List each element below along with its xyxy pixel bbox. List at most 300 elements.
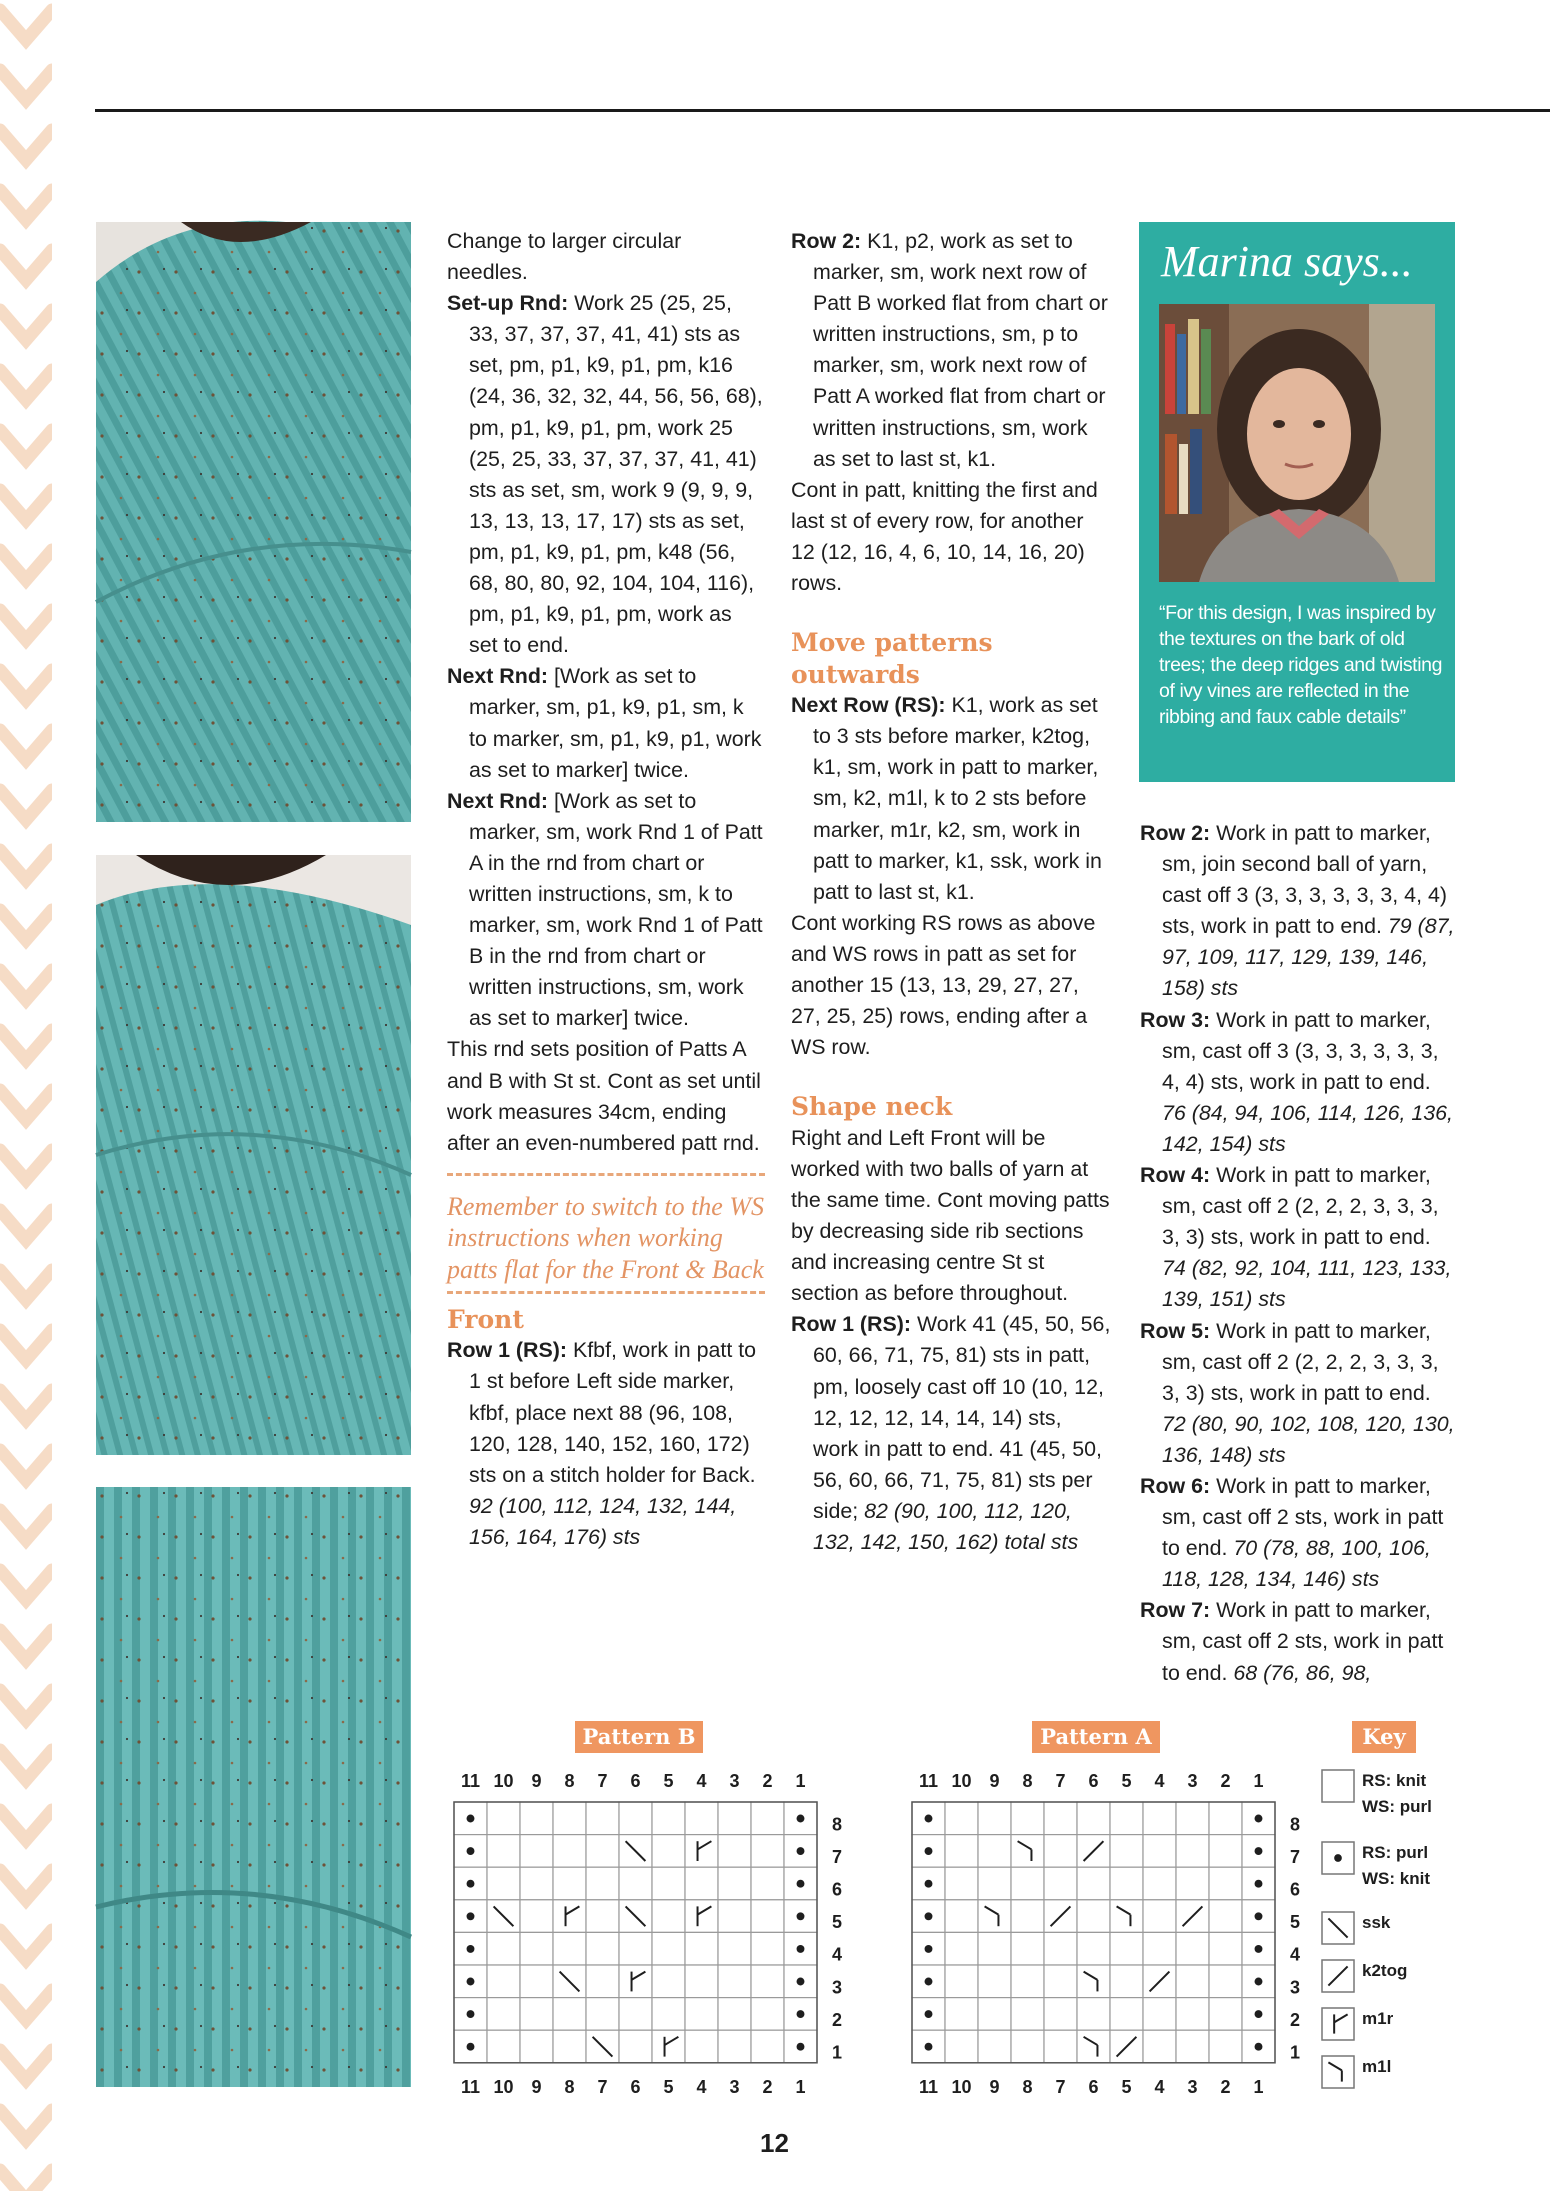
purl-dot — [925, 2010, 933, 2018]
column-number-bottom: 10 — [951, 2076, 972, 2097]
chart-cell — [978, 2030, 1011, 2063]
key-swatch — [1322, 2008, 1354, 2040]
neck-row-7-text: Work in patt to marker, sm, cast off 2 sts, work in patt to end. — [1162, 1598, 1444, 1685]
purl-dot — [1255, 1945, 1263, 1953]
front-row-1-text: Kfbf, work in patt to 1 st before Left side marker, kfbf, place next 88 (96, 108, 120, 128, 140, 152, 160, 172) sts on a stitch holder for Back. — [469, 1338, 757, 1487]
neck-row-2-label: Row 2: — [1140, 821, 1211, 845]
chart-cell — [1209, 1900, 1242, 1933]
column-number-top: 11 — [460, 1771, 481, 1791]
page-number: 12 — [760, 2128, 789, 2158]
paragraph-shape-neck: Right and Left Front will be worked with two balls of yarn at the same time. Cont moving patts by decreasing side rib sections and increasing centre St st section as before throughout. — [791, 1125, 1110, 1306]
chart-cell — [520, 1835, 553, 1868]
chart-cell — [685, 1835, 718, 1868]
neck-row-3 — [1140, 1005, 1458, 1160]
chart-cell — [685, 2030, 718, 2063]
chart-cell — [1011, 1900, 1044, 1933]
chart-cell — [652, 1867, 685, 1900]
column-number-bottom: 6 — [630, 2076, 641, 2097]
chart-cell — [487, 2030, 520, 2063]
key-swatch — [1322, 2056, 1354, 2088]
chart-cell — [487, 1965, 520, 1998]
chart-cell — [1077, 1900, 1110, 1933]
chart-cell — [1077, 2030, 1110, 2063]
column-number-top: 10 — [493, 1771, 514, 1791]
chart-cell — [1110, 1900, 1143, 1933]
chart-cell — [718, 1932, 751, 1965]
chart-cell — [1143, 1900, 1176, 1933]
purl-dot — [467, 1945, 475, 1953]
purl-dot — [797, 1880, 805, 1888]
chart-cell — [978, 1932, 1011, 1965]
chart-cell — [553, 1835, 586, 1868]
row-number: 7 — [831, 1846, 843, 1867]
chart-cell — [487, 1998, 520, 2031]
row-number: 6 — [1289, 1879, 1301, 1900]
chart-cell — [1011, 1932, 1044, 1965]
chart-cell — [945, 1835, 978, 1868]
chart-cell — [553, 1932, 586, 1965]
column-number-bottom: 3 — [729, 2076, 740, 2097]
chart-cell — [652, 1900, 685, 1933]
neck-row-2 — [1140, 818, 1458, 1005]
purl-dot — [1255, 1880, 1263, 1888]
chart-cell — [652, 2030, 685, 2063]
chart-cell — [520, 1802, 553, 1835]
setup-round — [447, 288, 765, 661]
purl-dot — [467, 1847, 475, 1855]
next-row-rs-text: K1, work as set to 3 sts before marker, k2tog, k1, sm, work in patt to marker, sm, k2, m1l, k to 2 sts before marker, m1r, k2, sm, work in patt to marker, k1, ssk, work in patt to last st, k1. — [813, 693, 1102, 904]
neck-row-5-label: Row 5: — [1140, 1318, 1211, 1343]
column-number-top: 8 — [1022, 1771, 1033, 1791]
chart-cell — [945, 1932, 978, 1965]
chart-cell — [945, 1965, 978, 1998]
purl-dot — [467, 1912, 475, 1920]
chart-cell — [520, 1867, 553, 1900]
column-number-top: 9 — [531, 1771, 542, 1791]
chart-cell — [945, 1900, 978, 1933]
chart-cell — [487, 1867, 520, 1900]
neck-row-1-text: Work 41 (45, 50, 56, 60, 66, 71, 75, 81) sts in patt, pm, loosely cast off 10 (10, 12, 12, 12, 12, 14, 14, 14) sts, work in patt to end. 41 (45, 50, 56, 60, 66, 71, 75, 81) sts per side; — [813, 1312, 1111, 1523]
paragraph-continue-rs: Cont working RS rows as above and WS rows in patt as set for another 15 (13, 13, 29, 27, 27, 27, 25, 25) rows, ending after a WS row. — [791, 910, 1096, 1060]
chart-cell — [751, 1867, 784, 1900]
row-number: 6 — [831, 1879, 843, 1900]
chart-cell — [751, 2030, 784, 2063]
text-column-2 — [791, 226, 1111, 1558]
header-rule — [95, 109, 1550, 112]
chart-cell — [487, 1932, 520, 1965]
chart-grid — [912, 1802, 1275, 2063]
setup-label: Set-up Rnd: — [447, 291, 569, 316]
purl-dot — [467, 1880, 475, 1888]
column-number-top: 6 — [630, 1771, 641, 1791]
chart-cell — [520, 1998, 553, 2031]
chart-cell — [1077, 1867, 1110, 1900]
column-number-top: 6 — [1088, 1771, 1099, 1791]
purl-dot — [797, 1945, 805, 1953]
chart-cell — [751, 1900, 784, 1933]
chart-cell — [1044, 1965, 1077, 1998]
next-round-1-label: Next Rnd: — [447, 664, 549, 689]
neck-row-4-label: Row 4: — [1140, 1163, 1211, 1188]
purl-dot — [467, 2043, 475, 2051]
chart-cell — [945, 2030, 978, 2063]
chart-key — [1318, 1770, 1498, 2090]
chart-cell — [652, 1835, 685, 1868]
purl-dot — [1255, 1912, 1263, 1920]
purl-dot — [1255, 2043, 1263, 2051]
purl-dot — [925, 1978, 933, 1986]
chart-cell — [586, 1965, 619, 1998]
column-number-top: 2 — [1220, 1771, 1231, 1791]
chart-cell — [1176, 1998, 1209, 2031]
chart-cell — [978, 1867, 1011, 1900]
pattern-a-label: Pattern A — [1032, 1721, 1160, 1753]
chart-cell — [1143, 1932, 1176, 1965]
key-line-1: m1r — [1362, 2009, 1394, 2028]
chart-cell — [718, 1998, 751, 2031]
pattern-a-chart — [898, 1762, 1301, 2102]
neck-row-5 — [1140, 1316, 1458, 1471]
row-number: 5 — [831, 1912, 843, 1933]
next-round-1 — [447, 661, 765, 785]
key-line-1: m1l — [1362, 2057, 1392, 2076]
next-row-rs — [791, 690, 1111, 908]
sweater-photo-side — [96, 855, 411, 1455]
row-number: 3 — [831, 1977, 843, 1998]
row-2-label: Row 2: — [791, 229, 862, 253]
row-2 — [791, 226, 1111, 475]
row-number: 8 — [831, 1814, 843, 1835]
neck-row-4-count: 74 (82, 92, 104, 111, 123, 133, 139, 151) sts — [1162, 1256, 1452, 1312]
purl-dot — [797, 1978, 805, 1986]
chart-cell — [718, 1802, 751, 1835]
key-item-knit — [1322, 1770, 1432, 1816]
column-number-top: 3 — [729, 1771, 740, 1791]
neck-row-4-text: Work in patt to marker, sm, cast off 2 (2, 2, 2, 3, 3, 3, 3, 3) sts, work in patt to end. — [1162, 1163, 1439, 1250]
column-number-bottom: 1 — [795, 2076, 806, 2097]
column-number-bottom: 1 — [1253, 2076, 1264, 2097]
purl-dot — [797, 1847, 805, 1855]
column-number-top: 1 — [1253, 1771, 1264, 1791]
key-item-purl — [1322, 1842, 1430, 1888]
purl-dot — [797, 2010, 805, 2018]
text-column-1 — [447, 226, 765, 1553]
chart-cell — [685, 1998, 718, 2031]
chart-cell — [1044, 1802, 1077, 1835]
column-number-bottom: 5 — [663, 2076, 674, 2097]
chart-cell — [619, 2030, 652, 2063]
column-number-bottom: 9 — [531, 2076, 542, 2097]
chart-cell — [487, 1835, 520, 1868]
column-number-bottom: 4 — [1154, 2076, 1165, 2097]
purl-dot — [925, 1945, 933, 1953]
chart-cell — [1209, 1965, 1242, 1998]
neck-row-6-text: Work in patt to marker, sm, cast off 2 sts, work in patt to end. — [1162, 1473, 1444, 1561]
chart-cell — [1176, 1835, 1209, 1868]
column-number-top: 3 — [1187, 1771, 1198, 1791]
chart-cell — [1077, 1965, 1110, 1998]
chart-cell — [751, 1932, 784, 1965]
chart-cell — [553, 1998, 586, 2031]
key-item-ssk — [1322, 1912, 1391, 1944]
chart-cell — [553, 1802, 586, 1835]
key-line-1: ssk — [1362, 1913, 1391, 1932]
pattern-b-label: Pattern B — [575, 1721, 703, 1753]
chart-cell — [619, 1932, 652, 1965]
sidebar-title: Marina says... — [1161, 237, 1413, 286]
chart-cell — [1110, 1965, 1143, 1998]
front-row-1-label: Row 1 (RS): — [447, 1338, 568, 1363]
column-number-bottom: 6 — [1088, 2076, 1099, 2097]
move-patterns-heading: Move patterns outwards — [791, 628, 993, 689]
column-number-top: 7 — [597, 1771, 608, 1791]
paragraph-continue: Cont in patt, knitting the first and last st of every row, for another 12 (12, 16, 4, 6, 10, 14, 16, 20) rows. — [791, 477, 1098, 596]
row-number: 1 — [831, 2042, 843, 2063]
purl-dot — [467, 1978, 475, 1986]
chart-cell — [1176, 1932, 1209, 1965]
next-round-2-label: Next Rnd: — [447, 788, 549, 813]
text-column-3 — [1140, 818, 1458, 1689]
chart-cell — [1143, 2030, 1176, 2063]
row-number: 2 — [1289, 2009, 1301, 2030]
row-number: 4 — [1289, 1944, 1301, 1965]
chart-grid — [454, 1802, 817, 2063]
front-heading: Front — [447, 1305, 524, 1335]
chart-cell — [553, 1867, 586, 1900]
column-number-bottom: 8 — [1022, 2076, 1033, 2097]
row-number: 2 — [831, 2009, 843, 2030]
chart-cell — [945, 1802, 978, 1835]
key-item-m1r — [1322, 2008, 1394, 2040]
chart-cell — [586, 1802, 619, 1835]
chart-cell — [1110, 1998, 1143, 2031]
column-number-bottom: 10 — [493, 2076, 514, 2097]
chart-cell — [1110, 1932, 1143, 1965]
column-number-bottom: 2 — [1220, 2076, 1231, 2097]
neck-row-2-count: 79 (87, 97, 109, 117, 129, 139, 146, 158) sts — [1162, 914, 1455, 1001]
chart-cell — [1077, 1932, 1110, 1965]
chart-cell — [1044, 1835, 1077, 1868]
chart-cell — [1011, 1802, 1044, 1835]
neck-row-2-text: Work in patt to marker, sm, join second ball of yarn, cast off 3 (3, 3, 3, 3, 3, 3, 4, 4) sts, work in patt to end. — [1162, 821, 1447, 939]
purl-dot — [925, 1880, 933, 1888]
chart-cell — [1209, 1835, 1242, 1868]
chart-cell — [1044, 1998, 1077, 2031]
column-number-top: 9 — [989, 1771, 1000, 1791]
chart-cell — [652, 1965, 685, 1998]
chart-cell — [685, 1965, 718, 1998]
purl-dot — [797, 1912, 805, 1920]
neck-row-3-label: Row 3: — [1140, 1007, 1211, 1032]
neck-row-7-count: 68 (76, 86, 98, — [1233, 1660, 1372, 1685]
purl-dot — [925, 1912, 933, 1920]
chart-cell — [1143, 1802, 1176, 1835]
designer-portrait — [1159, 304, 1435, 582]
decorative-braid — [0, 0, 52, 2191]
shape-neck-heading: Shape neck — [791, 1092, 953, 1122]
key-line-1: RS: purl — [1362, 1843, 1429, 1862]
chart-cell — [520, 1965, 553, 1998]
column-number-top: 7 — [1055, 1771, 1066, 1791]
neck-row-6-label: Row 6: — [1140, 1473, 1211, 1498]
chart-cell — [718, 1835, 751, 1868]
chart-cell — [553, 2030, 586, 2063]
neck-row-7-label: Row 7: — [1140, 1598, 1211, 1623]
key-line-2: WS: purl — [1362, 1797, 1432, 1816]
chart-cell — [945, 1867, 978, 1900]
column-number-top: 2 — [762, 1771, 773, 1791]
chart-cell — [487, 1802, 520, 1835]
chart-cell — [1044, 1932, 1077, 1965]
neck-row-4 — [1140, 1160, 1458, 1315]
chart-cell — [685, 1900, 718, 1933]
key-swatch — [1322, 1770, 1354, 1802]
column-number-top: 5 — [1121, 1771, 1132, 1791]
next-round-1-text: [Work as set to marker, sm, p1, k9, p1, sm, k to marker, sm, p1, k9, p1, work as set to marker] twice. — [469, 664, 762, 782]
chart-cell — [586, 1998, 619, 2031]
chart-cell — [1110, 1802, 1143, 1835]
chart-cell — [520, 1932, 553, 1965]
purl-dot — [467, 2010, 475, 2018]
chart-cell — [586, 1900, 619, 1933]
chart-cell — [586, 1867, 619, 1900]
row-number: 3 — [1289, 1977, 1301, 1998]
chart-cell — [1143, 1867, 1176, 1900]
chart-cell — [751, 1965, 784, 1998]
column-number-bottom: 11 — [460, 2076, 481, 2097]
chart-cell — [978, 1998, 1011, 2031]
chart-cell — [1209, 2030, 1242, 2063]
chart-cell — [652, 1932, 685, 1965]
chart-cell — [619, 1802, 652, 1835]
purl-dot — [1255, 1978, 1263, 1986]
chart-cell — [520, 2030, 553, 2063]
column-number-top: 4 — [1154, 1771, 1165, 1791]
purl-dot — [797, 2043, 805, 2051]
chart-cell — [685, 1867, 718, 1900]
chart-cell — [1011, 2030, 1044, 2063]
purl-dot — [1334, 1854, 1342, 1862]
column-number-bottom: 2 — [762, 2076, 773, 2097]
purl-dot — [925, 1815, 933, 1823]
chart-cell — [1209, 1932, 1242, 1965]
front-row-1-count: 92 (100, 112, 124, 132, 144, 156, 164, 176) sts — [469, 1493, 737, 1549]
next-row-rs-label: Next Row (RS): — [791, 693, 946, 718]
neck-row-6-count: 70 (78, 88, 100, 106, 118, 128, 134, 146) sts — [1162, 1536, 1431, 1592]
chart-cell — [1176, 1802, 1209, 1835]
key-label: Key — [1352, 1721, 1416, 1753]
column-number-bottom: 3 — [1187, 2076, 1198, 2097]
sweater-photo-shoulder — [96, 222, 411, 822]
row-number: 7 — [1289, 1846, 1301, 1867]
chart-cell — [586, 1835, 619, 1868]
chart-cell — [1011, 1835, 1044, 1868]
chart-cell — [718, 1965, 751, 1998]
key-item-k2tog — [1322, 1960, 1407, 1992]
column-number-top: 11 — [918, 1771, 939, 1791]
chart-cell — [586, 1932, 619, 1965]
chart-cell — [1176, 1965, 1209, 1998]
purl-dot — [1255, 2010, 1263, 2018]
key-line-1: RS: knit — [1362, 1771, 1427, 1790]
row-number: 5 — [1289, 1912, 1301, 1933]
neck-row-5-count: 72 (80, 90, 102, 108, 120, 130, 136, 148) sts — [1162, 1411, 1455, 1467]
chart-cell — [1209, 1802, 1242, 1835]
sweater-photo-sleeve — [96, 1487, 411, 2087]
next-round-2 — [447, 786, 765, 1035]
chart-cell — [1011, 1867, 1044, 1900]
row-2-text: K1, p2, work as set to marker, sm, work next row of Patt B worked flat from chart or written instructions, sm, p to marker, sm, work next row of Patt A worked flat from chart or written instructions, sm, work as set to last st, k1. — [813, 229, 1108, 471]
designer-quote: “For this design, I was inspired by the textures on the bark of old trees; the deep ridges and twisting of ivy vines are reflected in the ribbing and faux cable details” — [1159, 602, 1443, 728]
row-number: 1 — [1289, 2042, 1301, 2063]
chart-cell — [1176, 1867, 1209, 1900]
chart-cell — [619, 1965, 652, 1998]
paragraph-sets-position: This rnd sets position of Patts A and B with St st. Cont as set until work measures 34cm, ending after an even-numbered patt rnd. — [447, 1037, 761, 1155]
row-number: 4 — [831, 1944, 843, 1965]
front-row-1 — [447, 1335, 765, 1553]
neck-row-1-label: Row 1 (RS): — [791, 1312, 912, 1337]
tip-callout: Remember to switch to the WS instructions when working patts flat for the Front & Back — [447, 1173, 765, 1295]
chart-cell — [685, 1802, 718, 1835]
column-number-bottom: 5 — [1121, 2076, 1132, 2097]
chart-cell — [751, 1998, 784, 2031]
chart-cell — [1077, 1998, 1110, 2031]
neck-row-1 — [791, 1309, 1111, 1558]
chart-cell — [1143, 1835, 1176, 1868]
chart-cell — [718, 1900, 751, 1933]
next-round-2-text: [Work as set to marker, sm, work Rnd 1 of Patt A in the rnd from chart or written instructions, sm, k to marker, sm, work Rnd 1 of Patt B in the rnd from chart or written instructions, sm, work as set to marker] twice. — [469, 788, 763, 1031]
key-item-m1l — [1322, 2056, 1391, 2088]
chart-cell — [553, 1900, 586, 1933]
chart-cell — [1176, 2030, 1209, 2063]
neck-row-3-text: Work in patt to marker, sm, cast off 3 (3, 3, 3, 3, 3, 3, 4, 4) sts, work in patt to end. — [1162, 1007, 1439, 1094]
purl-dot — [797, 1815, 805, 1823]
purl-dot — [925, 2043, 933, 2051]
chart-cell — [978, 1835, 1011, 1868]
column-number-bottom: 11 — [918, 2076, 939, 2097]
column-number-bottom: 7 — [597, 2076, 608, 2097]
chart-cell — [978, 1802, 1011, 1835]
chart-cell — [1209, 1998, 1242, 2031]
chart-cell — [619, 1867, 652, 1900]
chart-cell — [685, 1932, 718, 1965]
chart-cell — [718, 1867, 751, 1900]
key-line-2: WS: knit — [1362, 1869, 1430, 1888]
column-number-top: 4 — [696, 1771, 707, 1791]
designer-sidebar — [1139, 222, 1455, 782]
chart-cell — [1077, 1802, 1110, 1835]
neck-row-5-text: Work in patt to marker, sm, cast off 2 (2, 2, 2, 3, 3, 3, 3, 3) sts, work in patt to end. — [1162, 1318, 1439, 1405]
chart-cell — [520, 1900, 553, 1933]
column-number-top: 8 — [564, 1771, 575, 1791]
chart-cell — [1044, 2030, 1077, 2063]
chart-cell — [751, 1835, 784, 1868]
column-number-bottom: 9 — [989, 2076, 1000, 2097]
chart-cell — [978, 1965, 1011, 1998]
chart-cell — [751, 1802, 784, 1835]
chart-cell — [619, 1998, 652, 2031]
column-number-top: 1 — [795, 1771, 806, 1791]
chart-cell — [978, 1900, 1011, 1933]
purl-dot — [1255, 1815, 1263, 1823]
chart-cell — [652, 1802, 685, 1835]
column-number-bottom: 7 — [1055, 2076, 1066, 2097]
row-number: 8 — [1289, 1814, 1301, 1835]
purl-dot — [925, 1847, 933, 1855]
setup-text: Work 25 (25, 25, 33, 37, 37, 37, 41, 41) sts as set, pm, p1, k9, p1, pm, k16 (24, 36, 32, 32, 44, 56, 56, 68), pm, p1, k9, p1, pm, work 25 (25, 25, 33, 37, 37, 37, 41, 41) sts as set, sm, work 9 (9, 9, 9, 13, 13, 13, 17, 17) sts as set, pm, p1, k9, p1, pm, k48 (56, 68, 80, 80, 92, 104, 104, 116), pm, p1, k9, p1, pm, work as set to end. — [469, 291, 763, 658]
column-number-top: 10 — [951, 1771, 972, 1791]
column-number-top: 5 — [663, 1771, 674, 1791]
